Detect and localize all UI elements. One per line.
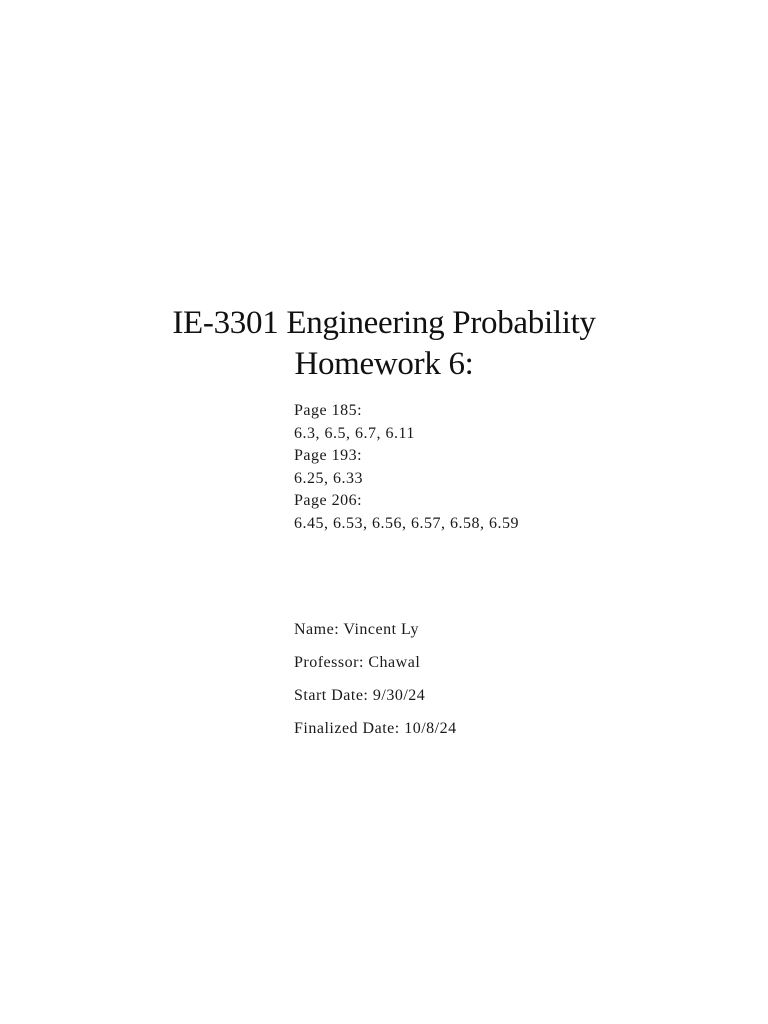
student-name: Name: Vincent Ly [294, 621, 419, 638]
document-title [0, 303, 768, 385]
assignment-page-label: Page 206: [294, 492, 363, 509]
finalized-date: Finalized Date: 10/8/24 [294, 720, 457, 737]
assignment-problems: 6.25, 6.33 [294, 469, 363, 487]
homework-title: Homework 6: [294, 346, 474, 382]
professor-name: Professor: Chawal [294, 654, 421, 671]
student-info [294, 619, 457, 751]
course-title: IE-3301 Engineering Probability [172, 305, 596, 341]
start-date: Start Date: 9/30/24 [294, 687, 426, 704]
assignment-problems: 6.45, 6.53, 6.56, 6.57, 6.58, 6.59 [294, 514, 519, 532]
assignment-page-label: Page 185: [294, 402, 363, 419]
assignment-page-label: Page 193: [294, 447, 363, 464]
assignment-list [294, 400, 519, 535]
assignment-problems: 6.3, 6.5, 6.7, 6.11 [294, 424, 415, 442]
